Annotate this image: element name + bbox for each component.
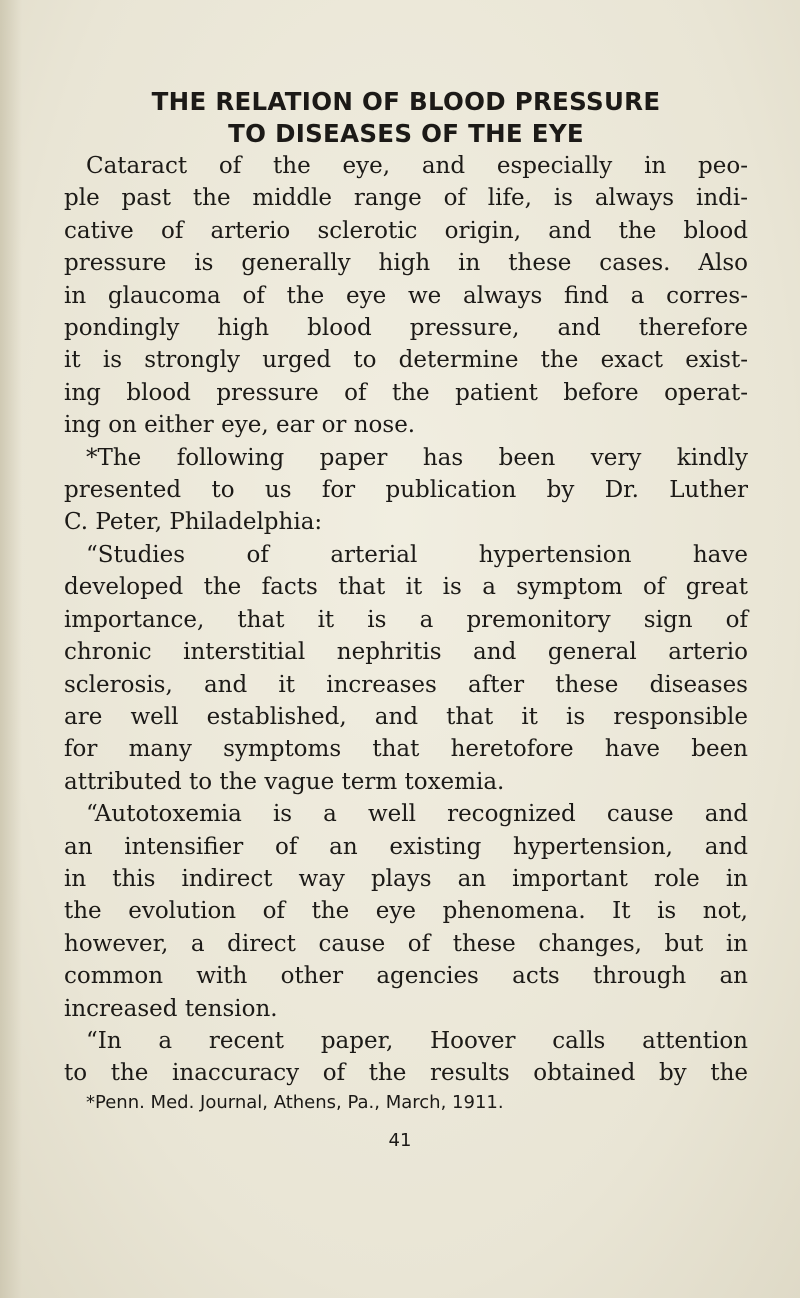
text-line: to the inaccuracy of the results obtained by the — [64, 1060, 748, 1087]
text-line: “Autotoxemia is a well recognized cause and — [86, 801, 748, 828]
text-line: developed the facts that it is a symptom of great — [64, 574, 748, 601]
title-line-2: TO DISEASES OF THE EYE — [228, 119, 584, 148]
paragraph-studies — [64, 539, 748, 798]
text-line: ple past the middle range of life, is always indi- — [64, 185, 748, 212]
text-line: it is strongly urged to determine the exact exist- — [64, 347, 748, 374]
text-line: pressure is generally high in these cases. Also — [64, 250, 748, 277]
text-line: in glaucoma of the eye we always find a corres- — [64, 282, 748, 309]
paragraph-autotoxemia — [64, 798, 748, 1025]
text-line: for many symptoms that heretofore have been — [64, 736, 748, 763]
text-line: an intensifier of an existing hypertension, and — [64, 833, 748, 860]
text-line: increased tension. — [64, 995, 278, 1022]
text-line: ing blood pressure of the patient before operat- — [64, 379, 748, 406]
text-line: “Studies of arterial hypertension have — [86, 541, 748, 568]
footnote: *Penn. Med. Journal, Athens, Pa., March, 1911. — [86, 1091, 504, 1113]
text-line: in this indirect way plays an important role in — [64, 865, 748, 892]
page-number: 41 — [388, 1130, 412, 1151]
paragraph-hoover — [64, 1025, 748, 1090]
paragraph-following-paper — [64, 442, 748, 539]
page-spine-shadow — [0, 0, 22, 1298]
text-line: common with other agencies acts through an — [64, 963, 748, 990]
text-line: are well established, and that it is responsible — [64, 703, 748, 730]
text-line: however, a direct cause of these changes, but in — [64, 930, 748, 957]
text-line: “In a recent paper, Hoover calls attention — [86, 1027, 748, 1054]
paragraph-cataract — [64, 150, 748, 442]
text-line: Cataract of the eye, and especially in peo- — [86, 153, 748, 179]
text-block — [64, 86, 748, 1116]
text-line: importance, that it is a premonitory sign of — [64, 606, 748, 633]
text-line: *The following paper has been very kindly — [86, 444, 748, 471]
text-line: cative of arterio sclerotic origin, and the blood — [64, 217, 748, 244]
text-line: chronic interstitial nephritis and general arterio — [64, 639, 748, 666]
text-line: ing on either eye, ear or nose. — [64, 412, 416, 439]
text-line: sclerosis, and it increases after these diseases — [64, 671, 748, 698]
title-line-1: THE RELATION OF BLOOD PRESSURE — [151, 87, 661, 116]
text-line: C. Peter, Philadelphia: — [64, 509, 323, 536]
text-line: pondingly high blood pressure, and therefore — [64, 315, 748, 342]
text-line: attributed to the vague term toxemia. — [64, 768, 505, 795]
text-line: presented to us for publication by Dr. Luther — [64, 477, 748, 504]
text-line: the evolution of the eye phenomena. It is not, — [64, 898, 748, 925]
